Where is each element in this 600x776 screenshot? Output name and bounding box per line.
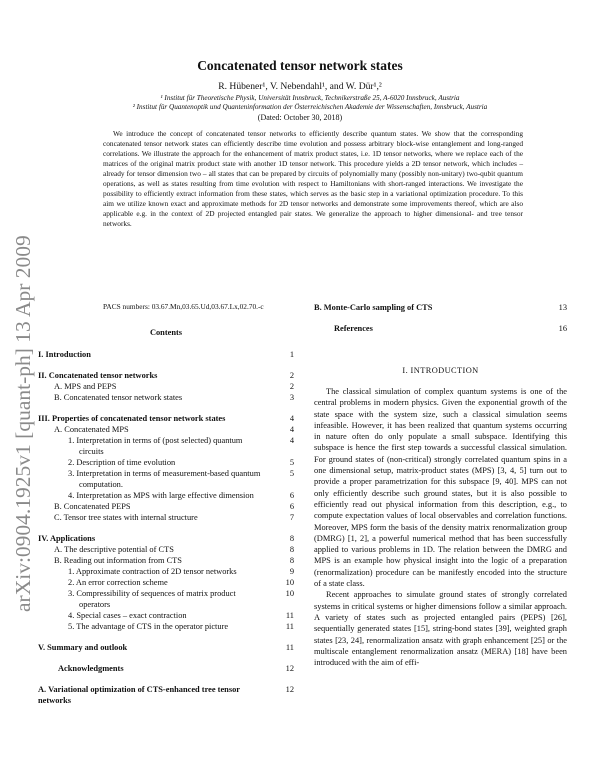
intro-paragraph: The classical simulation of complex quantum systems is one of the central problems in modern physics. Given the exponential growth of the state space with the system size, such a classical simulation seems infeasible. However, it has been realized that quantum systems occurring in nature often do only populate a small subspace. Identifying this subspace is hence the first step towards a successful classical simulation. For ground states of (non-critical) strongly correlated quantum spins in a one dimensional setup, matrix-product states (MPS) [3, 4, 5] turn out to provide a proper parametrization for this subspace [9, 40]. MPS can not only efficiently describe such ground states, but it is also possible to efficiently read out physical information from this description, e.g., to compute expectation values of local observables and correlation functions. Moreover, MPS form the basis of the density matrix renormalization group (DMRG) [1, 2], a powerful numerical method that has been successfully applied to various problems in 1D. The relation between the DMRG and MPS is an example how physical insight into the logic of a preparation (renormalization) procedure can be manifestly encoded into the structure of a state class. [314, 387, 567, 589]
toc-entry-label: A. The descriptive potential of CTS [54, 545, 174, 554]
toc-entry-page: 4 [289, 414, 294, 423]
toc-entry-page: 10 [285, 589, 294, 598]
toc-entry[interactable] [38, 392, 294, 403]
toc-entry-label: 4. Interpretation as MPS with large effective dimension [68, 491, 254, 500]
toc-entry-page: 11 [285, 622, 294, 631]
arxiv-id: arXiv:0904.1925v1 [quant-ph] 13 Apr 2009 [11, 235, 35, 612]
toc-entry[interactable] [38, 610, 294, 621]
toc-entry-label: B. Monte-Carlo sampling of CTS [314, 303, 433, 312]
paper-title: Concatenated tensor network states [197, 58, 403, 73]
arxiv-side-stamp [6, 200, 36, 620]
toc-entry-page: 4 [289, 436, 294, 445]
toc-entry-label: B. Reading out information from CTS [54, 556, 182, 565]
toc-entry-page: 7 [289, 513, 294, 522]
toc-entry-label: IV. Applications [38, 534, 96, 543]
toc-entry[interactable] [38, 663, 294, 674]
toc-entry-label: I. Introduction [38, 350, 91, 359]
toc-entry[interactable] [314, 323, 567, 334]
toc-entry-label: 4. Special cases – exact contraction [68, 611, 187, 620]
toc-entry[interactable] [38, 555, 294, 566]
abstract: We introduce the concept of concatenated tensor networks to efficiently describe quantum states. We show that the corresponding concatenated tensor network states can efficiently describe time evolution and possess arbitrary block-wise entanglement and long-ranged correlations. We illustrate the approach for the enhancement of matrix product states, i.e. 1D tensor networks, where we replace each of the matrices of the original matrix product state with another 1D tensor network. This procedure yields a 2D tensor network, which includes – already for tensor dimension two – all states that can be prepared by circuits of polynomially many (possibly non-unitary) two-qubit quantum operations, as well as states resulting from time evolution with respect to Hamiltonians with short-ranged interactions. We investigate the possibility to efficiently extract information from these states, which serves as the basic step in a variational optimization procedure. To this aim we utilize known exact and approximate methods for 2D tensor networks and demonstrate some improvements thereof, which are also applicable e.g. in the context of 2D projected entangled pair states. We generalize the approach to higher dimensional- and tree tensor networks. [103, 129, 523, 229]
toc-entry-label: 3. Compressibility of sequences of matrix product operators [68, 589, 236, 609]
toc-left-list [38, 349, 294, 706]
toc-entry-label: A. Concatenated MPS [54, 425, 129, 434]
toc-entry[interactable] [38, 577, 294, 588]
affiliation-1: ¹ Institut für Theoretische Physik, Universität Innsbruck, Technikerstraße 25, A-6020 Innsbruck, Austria [160, 94, 460, 102]
date-line: (Dated: October 30, 2018) [257, 113, 343, 122]
introduction-body [314, 386, 567, 668]
toc-entry[interactable] [38, 533, 294, 544]
toc-entry-page: 9 [289, 567, 294, 576]
toc-entry-page: 8 [289, 556, 294, 565]
toc-entry-page: 4 [289, 425, 294, 434]
toc-entry-page: 5 [289, 458, 294, 467]
pacs-numbers: PACS numbers: 03.67.Mn,03.65.Ud,03.67.Lx,02.70.-c [103, 302, 264, 311]
toc-entry-page: 8 [289, 534, 294, 543]
toc-entry-label: III. Properties of concatenated tensor network states [38, 414, 226, 423]
toc-entry[interactable] [38, 621, 294, 632]
toc-entry-label: 2. Description of time evolution [68, 458, 176, 467]
toc-entry-label: References [334, 324, 373, 333]
toc-entry[interactable] [38, 457, 294, 468]
toc-entry-page: 2 [289, 382, 294, 391]
toc-entry-label: II. Concatenated tensor networks [38, 371, 158, 380]
toc-entry-page: 11 [285, 611, 294, 620]
toc-entry-page: 12 [285, 685, 294, 694]
toc-entry[interactable] [38, 349, 294, 360]
table-of-contents [38, 328, 294, 706]
toc-entry-label: A. Variational optimization of CTS-enhanced tree tensor networks [38, 685, 240, 705]
intro-paragraph: Recent approaches to simulate ground states of strongly correlated systems in critical systems or higher dimensions follow a similar approach. A variety of states such as projected entangled pairs (PEPS) [26], sequentially generated states [15], string-bond states [39], weighted graph states [23, 24], renormalization ansatz with graph enhancement [25] or the multiscale entanglement renormalization ansatz (MERA) [18] have been introduced with the aim of effi- [314, 590, 567, 668]
toc-entry-page: 5 [289, 469, 294, 478]
toc-entry-page: 11 [285, 643, 294, 652]
toc-entry[interactable] [314, 302, 567, 313]
toc-entry[interactable] [38, 501, 294, 512]
toc-entry-page: 6 [289, 491, 294, 500]
toc-entry[interactable] [38, 544, 294, 555]
toc-entry-page: 8 [289, 545, 294, 554]
toc-entry-label: B. Concatenated tensor network states [54, 393, 183, 402]
toc-entry-label: B. Concatenated PEPS [54, 502, 131, 511]
toc-entry-label: Acknowledgments [58, 664, 124, 673]
toc-entry[interactable] [38, 588, 294, 610]
toc-entry[interactable] [38, 490, 294, 501]
toc-entry[interactable] [38, 642, 294, 653]
toc-entry[interactable] [38, 413, 294, 424]
toc-entry[interactable] [38, 424, 294, 435]
toc-entry-label: V. Summary and outlook [38, 643, 128, 652]
toc-entry-page: 10 [285, 578, 294, 587]
toc-entry-page: 1 [289, 350, 294, 359]
affiliation-2: ² Institut für Quantenoptik und Quanteninformation der Österreichischen Akademie der Wissenschaften, Innsbruck, Austria [132, 103, 488, 111]
toc-entry-label: 1. Interpretation in terms of (post selected) quantum circuits [68, 436, 243, 456]
toc-entry[interactable] [38, 566, 294, 577]
toc-entry-page: 13 [558, 303, 567, 312]
contents-heading: Contents [149, 328, 183, 337]
author-list: R. Hübener¹, V. Nebendahl¹, and W. Dür¹,² [218, 81, 382, 92]
toc-entry[interactable] [38, 381, 294, 392]
toc-entry[interactable] [38, 512, 294, 523]
toc-entry-label: 3. Interpretation in terms of measurement-based quantum computation. [68, 469, 261, 489]
toc-entry-page: 2 [289, 371, 294, 380]
toc-entry[interactable] [38, 370, 294, 381]
toc-entry-label: 2. An error correction scheme [68, 578, 168, 587]
toc-entry-label: C. Tensor tree states with internal structure [54, 513, 198, 522]
toc-entry-page: 12 [285, 664, 294, 673]
toc-entry[interactable] [38, 684, 294, 706]
toc-entry-label: 5. The advantage of CTS in the operator picture [68, 622, 229, 631]
section-heading-introduction: I. INTRODUCTION [402, 366, 479, 375]
toc-entry[interactable] [38, 435, 294, 457]
toc-entry-page: 16 [558, 324, 567, 333]
toc-entry-page: 6 [289, 502, 294, 511]
toc-entry-label: 1. Approximate contraction of 2D tensor networks [68, 567, 237, 576]
toc-right-list [314, 302, 567, 334]
toc-continued [314, 302, 567, 344]
toc-entry-page: 3 [289, 393, 294, 402]
toc-entry-label: A. MPS and PEPS [54, 382, 117, 391]
toc-entry[interactable] [38, 468, 294, 490]
